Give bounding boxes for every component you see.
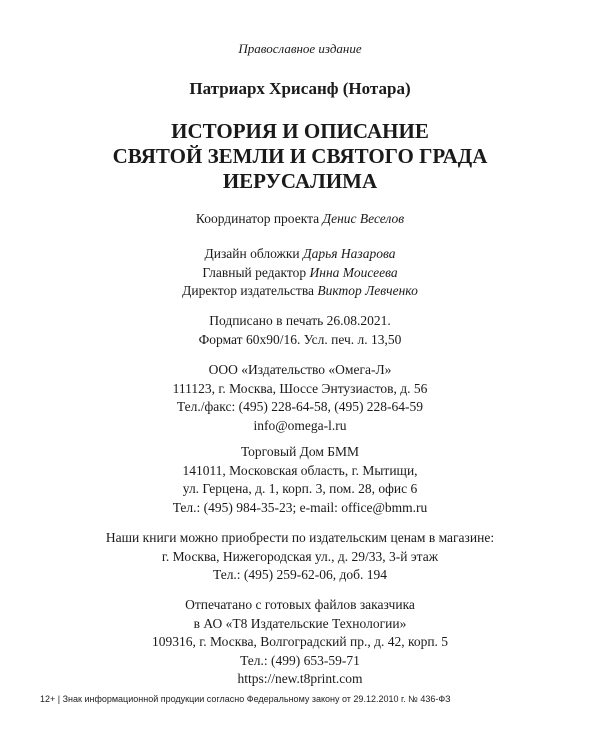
title-line: ИЕРУСАЛИМА xyxy=(222,169,378,193)
title-line: ИСТОРИЯ И ОПИСАНИЕ xyxy=(171,119,429,143)
publisher-name: ООО «Издательство «Омега-Л» xyxy=(208,362,392,377)
printer-address: 109316, г. Москва, Волгоградский пр., д. 42, корп. 5 xyxy=(151,634,449,649)
edition-label: Православное издание xyxy=(238,41,362,56)
title-line: СВЯТОЙ ЗЕМЛИ И СВЯТОГО ГРАДА xyxy=(112,144,488,168)
publisher-phone: Тел./факс: (495) 228-64-58, (495) 228-64-59 xyxy=(176,399,424,414)
printer-info xyxy=(0,596,600,689)
credit-role: Главный редактор xyxy=(202,264,307,280)
credit-line xyxy=(0,210,600,229)
trade-house-address: ул. Герцена, д. 1, корп. 3, пом. 28, офис 6 xyxy=(182,481,418,496)
credit-name: Денис Веселов xyxy=(322,211,405,226)
trade-house-info xyxy=(0,443,600,517)
author-name: Патриарх Хрисанф (Нотара) xyxy=(189,79,411,98)
credit-line xyxy=(0,264,600,283)
coordinator-credit xyxy=(0,210,600,229)
credit-line xyxy=(0,245,600,264)
printer-name: в АО «Т8 Издательские Технологии» xyxy=(193,615,407,631)
credit-name: Дарья Назарова xyxy=(303,246,396,261)
print-info-line: Подписано в печать 26.08.2021. xyxy=(209,313,391,328)
publisher-address: 111123, г. Москва, Шоссе Энтузиастов, д. 56 xyxy=(172,380,428,396)
credit-name: Инна Моисеева xyxy=(309,264,398,280)
shop-phone: Тел.: (495) 259-62-06, доб. 194 xyxy=(212,567,388,582)
credit-name: Виктор Левченко xyxy=(317,283,418,298)
printer-line: Отпечатано с готовых файлов заказчика xyxy=(185,597,415,612)
print-info xyxy=(0,312,600,349)
shop-intro: Наши книги можно приобрести по издательским ценам в магазине: xyxy=(105,530,495,545)
credit-role: Дизайн обложки xyxy=(204,246,300,261)
credit-line xyxy=(0,282,600,301)
credit-role: Директор издательства xyxy=(182,283,315,298)
publisher-email: info@omega-l.ru xyxy=(253,417,347,433)
shop-info xyxy=(0,529,600,585)
trade-house-contact: Тел.: (495) 984-35-23; e-mail: office@bmm.ru xyxy=(172,499,428,515)
staff-credits xyxy=(0,245,600,301)
age-rating-footer: 12+ | Знак информационной продукции согласно Федеральному закону от 29.12.2010 г. № 436-ФЗ xyxy=(40,694,451,704)
credit-role: Координатор проекта xyxy=(195,211,320,226)
print-info-line: Формат 60х90/16. Усл. печ. л. 13,50 xyxy=(198,331,402,347)
book-title xyxy=(0,119,600,194)
shop-address: г. Москва, Нижегородская ул., д. 29/33, 3-й этаж xyxy=(161,548,439,564)
publisher-info xyxy=(0,361,600,435)
trade-house-name: Торговый Дом БММ xyxy=(240,444,360,459)
printer-phone: Тел.: (499) 653-59-71 xyxy=(240,652,360,668)
trade-house-address: 141011, Московская область, г. Мытищи, xyxy=(182,462,418,478)
printer-website: https://new.t8print.com xyxy=(237,671,363,686)
